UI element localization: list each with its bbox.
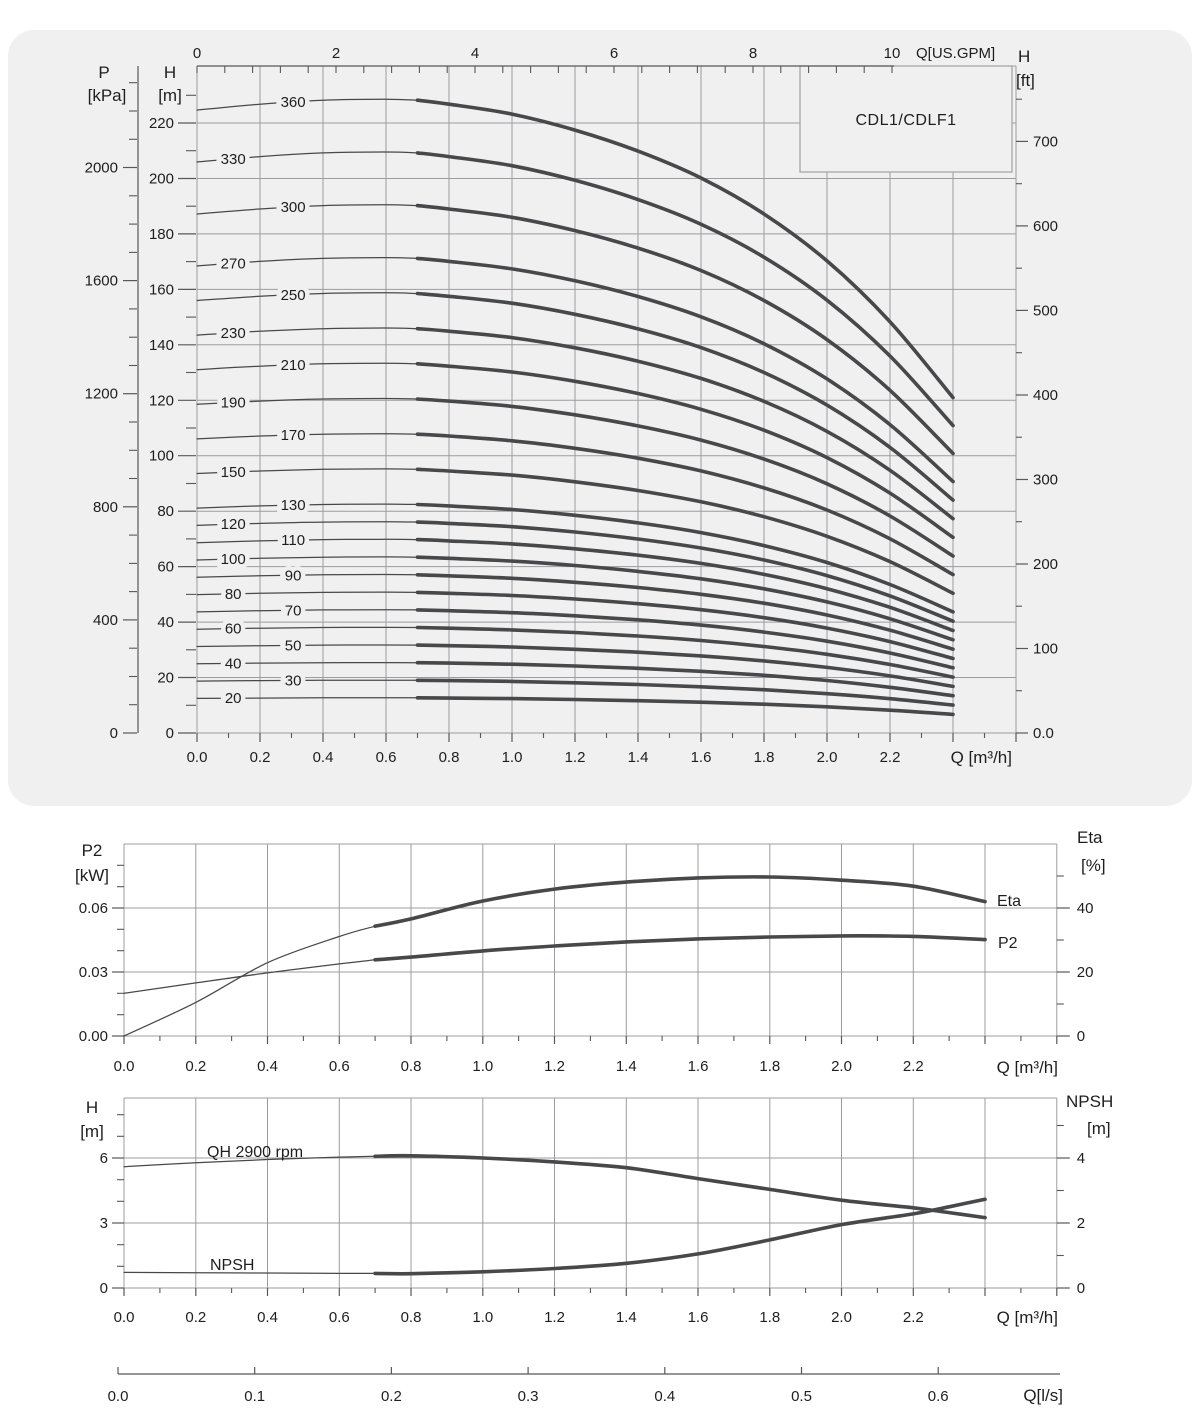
npsh-tick-label: 2 xyxy=(1076,1215,1086,1232)
bot-q-tick-label: 1.2 xyxy=(544,1309,565,1326)
top-q-tick-label: 1.0 xyxy=(501,749,523,766)
h-tick-label: 3 xyxy=(99,1215,108,1232)
p2-tick-label: 0.06 xyxy=(78,900,108,917)
model-box-label: CDL1/CDLF1 xyxy=(855,112,957,129)
series-thick-NPSH xyxy=(375,1199,985,1273)
h-ft-tick-label: 300 xyxy=(1033,471,1059,489)
mid-q-tick-label: 2.0 xyxy=(831,1058,852,1075)
qh-curve-label: 250 xyxy=(280,286,306,304)
bot-q-tick-label: 1.0 xyxy=(472,1309,494,1326)
eta-tick-label: 0 xyxy=(1076,1028,1086,1045)
ls-tick-label: 0.0 xyxy=(107,1388,129,1405)
qh-curve-label: 80 xyxy=(224,585,242,603)
bot-q-tick-label: 1.4 xyxy=(615,1309,637,1326)
qh-curve-label: 40 xyxy=(224,655,242,673)
bot-q-tick-label: 2.0 xyxy=(831,1309,852,1326)
top-q-tick-label: 1.2 xyxy=(564,749,586,766)
gpm-tick-label: 8 xyxy=(748,45,758,62)
qh-curve-label: 90 xyxy=(284,567,302,585)
series-thick-P2 xyxy=(375,936,985,960)
qh-curve-label: 120 xyxy=(220,516,246,534)
p2-tick-label: 0.00 xyxy=(78,1028,108,1045)
p2-tick-label: 0.03 xyxy=(78,964,108,981)
h-m-tick-label: 40 xyxy=(157,614,174,632)
gpm-tick-label: 2 xyxy=(331,45,341,62)
series-thick-QH 2900 rpm xyxy=(375,1156,985,1218)
eta-axis-title: Eta xyxy=(1077,828,1103,847)
mid-q-tick-label: 1.2 xyxy=(544,1058,565,1075)
mid-q-tick-label: 1.8 xyxy=(759,1058,781,1075)
ls-tick-label: 0.2 xyxy=(380,1388,402,1405)
qh-curve-label: 50 xyxy=(284,637,302,655)
npsh-axis-unit: [m] xyxy=(1087,1119,1111,1138)
mid-q-tick-label: 1.0 xyxy=(472,1058,494,1075)
h-m-tick-label: 120 xyxy=(148,392,174,410)
top-q-axis-title: Q [m³/h] xyxy=(950,748,1012,767)
top-q-tick-label: 0.0 xyxy=(186,749,208,766)
h-m-tick-label: 180 xyxy=(148,225,174,243)
qh-curve-label: 20 xyxy=(224,690,242,708)
qh-curve-label: 60 xyxy=(224,620,242,638)
h-m-tick-label: 200 xyxy=(148,170,174,188)
h-m-axis-unit: [m] xyxy=(158,86,182,105)
h-m-tick-label: 220 xyxy=(148,115,174,132)
gpm-tick-label: 4 xyxy=(470,45,480,62)
mid-q-tick-label: 0.0 xyxy=(113,1058,135,1075)
top-q-tick-label: 1.8 xyxy=(753,749,775,766)
gpm-tick-label: 0 xyxy=(192,45,202,62)
eta-tick-label: 40 xyxy=(1076,900,1094,917)
h-m-tick-label: 80 xyxy=(157,503,174,521)
bot-q-tick-label: 0.0 xyxy=(113,1309,135,1326)
mid-q-tick-label: 0.4 xyxy=(257,1058,278,1075)
mid-q-tick-label: 2.2 xyxy=(902,1058,924,1075)
qh-curve-label: 210 xyxy=(280,356,306,374)
qh-curve-label: 130 xyxy=(280,497,306,515)
ls-tick-label: 0.6 xyxy=(927,1388,949,1405)
h-ft-tick-label: 0.0 xyxy=(1033,725,1054,742)
gpm-tick-label: 10 xyxy=(883,45,901,62)
series-thin-Eta xyxy=(124,926,375,1036)
qh-series-label: QH 2900 rpm xyxy=(207,1144,304,1161)
eta-series-label: Eta xyxy=(997,893,1022,910)
qh-curve-label: 360 xyxy=(280,94,306,112)
qh-curve-label: 170 xyxy=(280,427,306,445)
p-axis-tick-label: 800 xyxy=(92,498,118,516)
eta-axis-unit: [%] xyxy=(1081,856,1106,875)
h-m-tick-label: 160 xyxy=(148,281,174,299)
qh-curve-label: 330 xyxy=(220,150,246,168)
mid-q-tick-label: 1.6 xyxy=(687,1058,709,1075)
p-axis-tick-label: 2000 xyxy=(84,159,118,177)
h-tick-label: 6 xyxy=(99,1150,108,1167)
bot-q-tick-label: 0.2 xyxy=(185,1309,207,1326)
p-axis-tick-label: 0 xyxy=(109,725,118,742)
p-axis-title: P xyxy=(98,63,110,82)
bot-q-tick-label: 0.8 xyxy=(400,1309,422,1326)
h-m-axis-title: H xyxy=(163,63,177,82)
npsh-axis-title: NPSH xyxy=(1066,1092,1114,1111)
qh-curve-label: 270 xyxy=(220,255,246,273)
qh-curve-label: 300 xyxy=(280,199,306,217)
top-q-tick-label: 0.6 xyxy=(375,749,397,766)
h-ft-tick-label: 200 xyxy=(1033,556,1059,573)
top-q-tick-label: 2.0 xyxy=(816,749,838,766)
p-axis-tick-label: 1600 xyxy=(84,272,118,290)
top-q-tick-label: 1.4 xyxy=(627,749,649,766)
p-axis-tick-label: 1200 xyxy=(84,385,118,403)
ls-tick-label: 0.1 xyxy=(244,1388,266,1405)
h-ft-tick-label: 100 xyxy=(1033,640,1059,658)
ls-tick-label: 0.5 xyxy=(791,1388,812,1405)
qh-curve-label: 190 xyxy=(220,394,246,412)
bot-q-tick-label: 2.2 xyxy=(902,1309,924,1326)
top-q-tick-label: 0.4 xyxy=(312,749,334,766)
npsh-tick-label: 0 xyxy=(1076,1280,1086,1297)
h-ft-axis-unit: [ft] xyxy=(1016,71,1035,90)
series-thick-Eta xyxy=(375,877,985,926)
h-m-tick-label: 0 xyxy=(165,725,174,742)
mid-q-tick-label: 0.2 xyxy=(185,1058,207,1075)
bot-q-tick-label: 0.4 xyxy=(257,1309,278,1326)
h-m-tick-label: 20 xyxy=(157,669,174,687)
h-m-tick-label: 140 xyxy=(148,336,174,354)
mid-q-tick-label: 1.4 xyxy=(615,1058,637,1075)
p2-series-label: P2 xyxy=(998,935,1018,952)
top-q-tick-label: 1.6 xyxy=(690,749,712,766)
ls-tick-label: 0.4 xyxy=(654,1388,676,1405)
gpm-tick-label: 6 xyxy=(609,45,619,62)
qh-curve-label: 150 xyxy=(220,464,246,481)
ls-axis-title: Q[l/s] xyxy=(1023,1386,1063,1405)
bot-q-tick-label: 1.6 xyxy=(687,1309,709,1326)
h-ft-axis-title: H xyxy=(1018,47,1031,66)
qh-curve-label: 230 xyxy=(220,324,246,342)
h-m-tick-label: 60 xyxy=(157,558,174,576)
mid-q-axis-title: Q [m³/h] xyxy=(996,1058,1058,1077)
bot-q-tick-label: 1.8 xyxy=(759,1309,781,1326)
h-tick-label: 0 xyxy=(99,1280,108,1297)
top-q-tick-label: 0.2 xyxy=(249,749,271,766)
h-ft-tick-label: 500 xyxy=(1033,302,1059,320)
bot-q-axis-title: Q [m³/h] xyxy=(996,1308,1058,1327)
mid-q-tick-label: 0.6 xyxy=(328,1058,350,1075)
p2-axis-title: P2 xyxy=(81,841,103,860)
h-axis-unit: [m] xyxy=(80,1122,104,1141)
npsh-series-label: NPSH xyxy=(210,1257,255,1274)
h-ft-tick-label: 400 xyxy=(1033,387,1059,404)
h-ft-tick-label: 700 xyxy=(1033,133,1059,151)
mid-q-tick-label: 0.8 xyxy=(400,1058,422,1075)
qh-curve-label: 100 xyxy=(220,551,246,568)
h-ft-tick-label: 600 xyxy=(1033,217,1059,235)
npsh-tick-label: 4 xyxy=(1076,1150,1086,1167)
qh-curve-label: 70 xyxy=(284,602,302,620)
ls-tick-label: 0.3 xyxy=(517,1388,539,1405)
qh-curve-label: 30 xyxy=(284,672,302,690)
h-axis-title: H xyxy=(85,1098,99,1117)
top-q-tick-label: 2.2 xyxy=(879,749,901,766)
qh-curve-label: 110 xyxy=(281,532,306,550)
p-axis-tick-label: 400 xyxy=(92,611,118,629)
series-thin-P2 xyxy=(124,960,375,994)
p-axis-unit: [kPa] xyxy=(87,86,127,105)
bot-q-tick-label: 0.6 xyxy=(328,1309,350,1326)
eta-tick-label: 20 xyxy=(1076,964,1094,981)
gpm-axis-title: Q[US.GPM] xyxy=(916,45,996,62)
p2-axis-unit: [kW] xyxy=(75,866,109,885)
top-q-tick-label: 0.8 xyxy=(438,749,460,766)
h-m-tick-label: 100 xyxy=(148,447,174,465)
